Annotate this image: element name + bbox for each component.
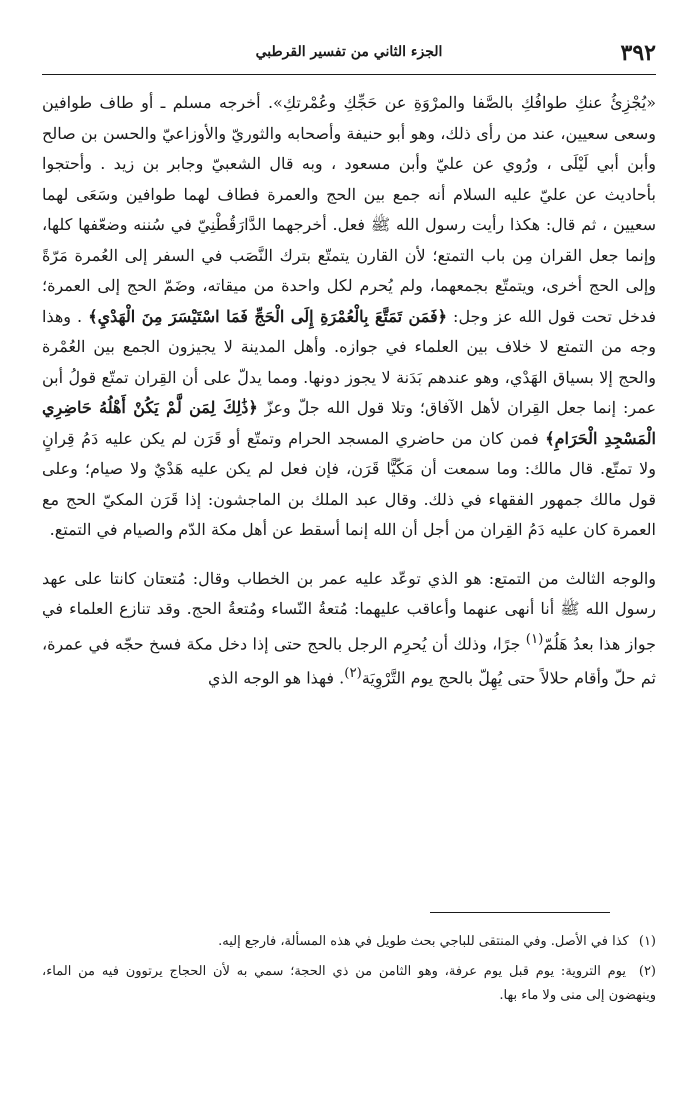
footnote-1-text: كذا في الأصل. وفي المنتقى للباجي بحث طويل في هذه المسألة، فارجع إليه. — [218, 934, 629, 949]
main-text — [42, 88, 656, 694]
paragraph-1-end: فمن كان من حاضري المسجد الحرام وتمتّع أو قَرَن لم يكن عليه دَمُ قِرانٍ ولا تمتّع. قال مالك: وما سمعت أن مَكّيًّا قَرَن، فإن فعل لم يكن عليه هَدْيٌ ولا صيام؛ وعلى قول مالك جمهور الفقهاء في ذلك. وقال عبد الملك بن الماجشون: إذا قَرَن المكيّ الحج مع العمرة كان عليه دَمُ القِران من أجل أن الله إنما أسقط عن أهل مكة الدّم والصيام في التمتع. — [42, 428, 657, 539]
paragraph-1-text: «يُجْزِئُ عنكِ طوافُكِ بالصَّفا والمرْوَةِ عن حَجِّكِ وعُمْرتكِ». أخرجه مسلم ـ أو طاف طوافين وسعى سعيين، عند من رأى ذلك، وهو أبو حنيفة وأصحابه والثوريّ والأوزاعيّ والحسن بن صالح وأبن أبي لَيْلَى ، ورُوي عن عليّ وأبن مسعود ، وبه قال الشعبيّ وجابر بن زيد . وأحتجوا بأحاديث عن عليّ عليه السلام أنه جمع بين الحج والعمرة فطاف لهما طوافين وسَعَى لهما سعيين ، ثم قال: هكذا رأيت رسول الله ﷺ فعل. أخرجهما الدَّارَقُطْنِيّ في سُننه وضعّفها كلها، وإنما جعل القران مِن باب التمتع؛ لأن القارن يتمتّع بترك النَّصَب في السفر إلى العُمرة مَرّةً وإلى الحج أخرى، ويتمتّع بجمعهما، ولم يُحرم لكل واحدة من ميقاته، وضَمّ الحج إلى العمرة؛ فدخل تحت قول الله عز وجل: — [42, 93, 657, 326]
paragraph-2-continued: جرًا، وذلك أن يُحرِم الرجل بالحج حتى إذا دخل مكة فسخ حجّه في عمرة، ثم حلّ وأقام حلالاً حتى يُهِلّ بالحج يوم التَّرْوِيَة — [42, 633, 656, 688]
footnote-rule — [430, 912, 610, 913]
paragraph-2 — [42, 564, 656, 695]
quran-verse-2: ﴿ذَٰلِكَ لِمَن لَّمْ يَكُنْ أَهْلُهُ حَاضِرِي الْمَسْجِدِ الْحَرَامِ﴾ — [42, 398, 657, 448]
footnote-2 — [42, 960, 656, 1008]
footnote-ref-1: (١) — [525, 631, 544, 647]
quran-verse-1: ﴿فَمَن تَمَتَّعَ بِالْعُمْرَةِ إِلَى الْحَجِّ فَمَا اسْتَيْسَرَ مِنَ الْهَدْيِ﴾ — [88, 306, 447, 326]
footnote-ref-2: (٢) — [344, 666, 362, 682]
footnote-2-text: يوم التروية: يوم قبل يوم عرفة، وهو الثامن من ذي الحجة؛ سمي به لأن الحجاج يرتوون فيه من الماء، وينهضون إلى منى ولا ماء بها. — [42, 964, 656, 1003]
footnote-1-number: (١) — [638, 934, 656, 949]
paragraph-gap — [42, 546, 656, 564]
running-title: الجزء الثاني من تفسير القرطبي — [255, 44, 443, 60]
page-number: ٣٩٢ — [620, 40, 656, 66]
page-header — [42, 40, 656, 76]
footnote-1 — [42, 930, 656, 954]
paragraph-2-text: والوجه الثالث من التمتع: هو الذي توعّد عليه عمر بن الخطاب وقال: مُتعتان كانتا على عهد رسول الله ﷺ أنا أنهى عنهما وأعاقب عليهما: مُتعةُ النّساء ومُتعةُ الحج. وقد تنازع العلماء في جواز هذا بعدُ هَلُمّ — [42, 568, 657, 653]
header-rule — [42, 74, 656, 75]
paragraph-1 — [42, 88, 656, 546]
paragraph-2-end: . فهذا هو الوجه الذي — [207, 668, 345, 688]
paragraph-1-continued: . وهذا وجه من التمتع لا خلاف بين العلماء في جوازه. وأهل المدينة لا يجيزون الجمع بين العُمْرة والحج إلا بسياق الهَدْي، وهو عندهم بَدَنة لا يجوز دونها. ومما يدلّ على أن القِران تمتّع قولُ أبن عمر: إنما جعل القِران لأهل الآفاق؛ وتلا قول الله جلّ وعزّ — [42, 306, 657, 417]
footnote-2-number: (٢) — [638, 964, 656, 979]
footnotes — [42, 930, 656, 1014]
